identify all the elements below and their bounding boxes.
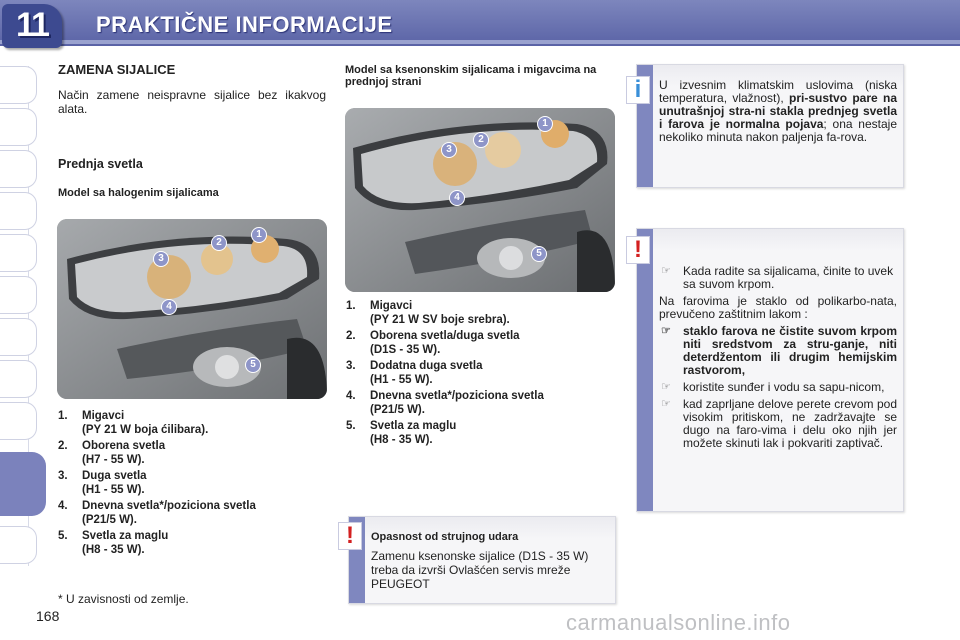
page-title: PRAKTIČNE INFORMACIJE bbox=[96, 12, 393, 37]
list-item: 2. Oborena svetla/duga svetla (D1S - 35 W). bbox=[346, 330, 520, 356]
side-tab[interactable] bbox=[0, 360, 37, 398]
list-item: 5. Svetla za maglu (H8 - 35 W). bbox=[346, 420, 457, 446]
watermark: carmanualsonline.info bbox=[566, 610, 791, 635]
list-item: 5. Svetla za maglu (H8 - 35 W). bbox=[58, 530, 169, 556]
list-item: ☞ staklo farova ne čistite suvom krpom niti sredstvom za stru-ganje, niti deterdžentom ili drugim hemijskim rastvorom, bbox=[661, 324, 897, 377]
xenon-model-title: Model sa ksenonskim sijalicama i migavcima na prednjoj strani bbox=[345, 64, 597, 88]
list-item: ☞ koristite sunđer i vodu sa sapu-nicom, bbox=[661, 380, 885, 394]
pointing-hand-icon: ☞ bbox=[661, 398, 671, 410]
bulb-marker-1: 1 bbox=[537, 116, 553, 132]
side-tab[interactable] bbox=[0, 318, 37, 356]
warning-icon: ! bbox=[626, 236, 650, 264]
footnote: * U zavisnosti od zemlje. bbox=[58, 592, 189, 606]
box-header bbox=[653, 229, 903, 251]
side-tab[interactable] bbox=[0, 276, 37, 314]
warning-paragraph: Na farovima je staklo od polikarbo-nata, prevučeno zaštitnim lakom : bbox=[659, 294, 897, 321]
warning-icon: ! bbox=[338, 522, 362, 550]
headlight-illustration bbox=[57, 219, 327, 399]
box-accent-bar bbox=[637, 229, 653, 511]
list-item: 1. Migavci (PY 21 W SV boje srebra). bbox=[346, 300, 510, 326]
bulb-marker-3: 3 bbox=[441, 142, 457, 158]
halogen-headlight-photo bbox=[57, 219, 327, 399]
xenon-warning-box bbox=[348, 516, 616, 604]
side-tab[interactable] bbox=[0, 526, 37, 564]
halogen-model-title: Model sa halogenim sijalicama bbox=[58, 187, 219, 199]
glass-care-warning-box bbox=[636, 228, 904, 512]
info-text: U izvesnim klimatskim uslovima (niska temperatura, vlažnost), pri-sustvo pare na unutrašnjoj stra-ni stakla prednjeg svetla i farova je normalna pojava; ona nestaje nekoliko minuta nakon paljenja fa-rova. bbox=[659, 78, 897, 144]
header-stripe bbox=[0, 40, 960, 44]
warning-content bbox=[659, 265, 897, 450]
bulb-marker-5: 5 bbox=[245, 357, 261, 373]
list-item: 4. Dnevna svetla*/poziciona svetla (P21/5 W). bbox=[58, 500, 256, 526]
bulb-marker-1: 1 bbox=[251, 227, 267, 243]
xenon-headlight-photo bbox=[345, 108, 615, 292]
side-tab[interactable] bbox=[0, 234, 37, 272]
section-title: ZAMENA SIJALICE bbox=[58, 62, 176, 77]
bulb-marker-5: 5 bbox=[531, 246, 547, 262]
subsection-title: Prednja svetla bbox=[58, 157, 143, 171]
pointing-hand-icon: ☞ bbox=[661, 381, 671, 393]
halogen-bulb-list bbox=[58, 410, 328, 560]
side-tab[interactable] bbox=[0, 66, 37, 104]
list-item: 1. Migavci (PY 21 W boja ćilibara). bbox=[58, 410, 209, 436]
bulb-marker-2: 2 bbox=[211, 235, 227, 251]
xenon-bulb-list bbox=[346, 300, 616, 450]
info-icon: i bbox=[626, 76, 650, 104]
bulb-marker-2: 2 bbox=[473, 132, 489, 148]
chapter-number: 11 bbox=[16, 6, 48, 44]
warning-title: Opasnost od strujnog udara bbox=[371, 531, 519, 543]
intro-text: Način zamene neispravne sijalice bez ikakvog alata. bbox=[58, 88, 326, 116]
warning-text: Zamenu ksenonske sijalice (D1S - 35 W) treba da izvrši Ovlašćen servis mreže PEUGEOT bbox=[371, 549, 589, 591]
pointing-hand-icon: ☞ bbox=[661, 325, 671, 337]
info-box bbox=[636, 64, 904, 188]
bulb-marker-4: 4 bbox=[449, 190, 465, 206]
side-tab[interactable] bbox=[0, 192, 37, 230]
side-tab[interactable] bbox=[0, 108, 37, 146]
bulb-marker-3: 3 bbox=[153, 251, 169, 267]
list-item: 3. Duga svetla (H1 - 55 W). bbox=[58, 470, 147, 496]
side-tab[interactable] bbox=[0, 402, 37, 440]
page-number: 168 bbox=[36, 608, 60, 624]
side-tab[interactable] bbox=[0, 150, 37, 188]
pointing-hand-icon: ☞ bbox=[661, 265, 671, 277]
list-item: 2. Oborena svetla (H7 - 55 W). bbox=[58, 440, 166, 466]
list-item: 4. Dnevna svetla*/poziciona svetla (P21/5 W). bbox=[346, 390, 544, 416]
side-tab-active[interactable] bbox=[0, 452, 46, 516]
list-item: 3. Dodatna duga svetla (H1 - 55 W). bbox=[346, 360, 483, 386]
list-item: ☞ Kada radite sa sijalicama, činite to uvek sa suvom krpom. bbox=[661, 264, 894, 291]
list-item: ☞ kad zaprljane delove perete crevom pod visokim pritiskom, ne zadržavajte se dugo na faro-vima i delu oko njih jer možete skinuti lak i pokvariti zaptivač. bbox=[661, 397, 897, 450]
bulb-marker-4: 4 bbox=[161, 299, 177, 315]
